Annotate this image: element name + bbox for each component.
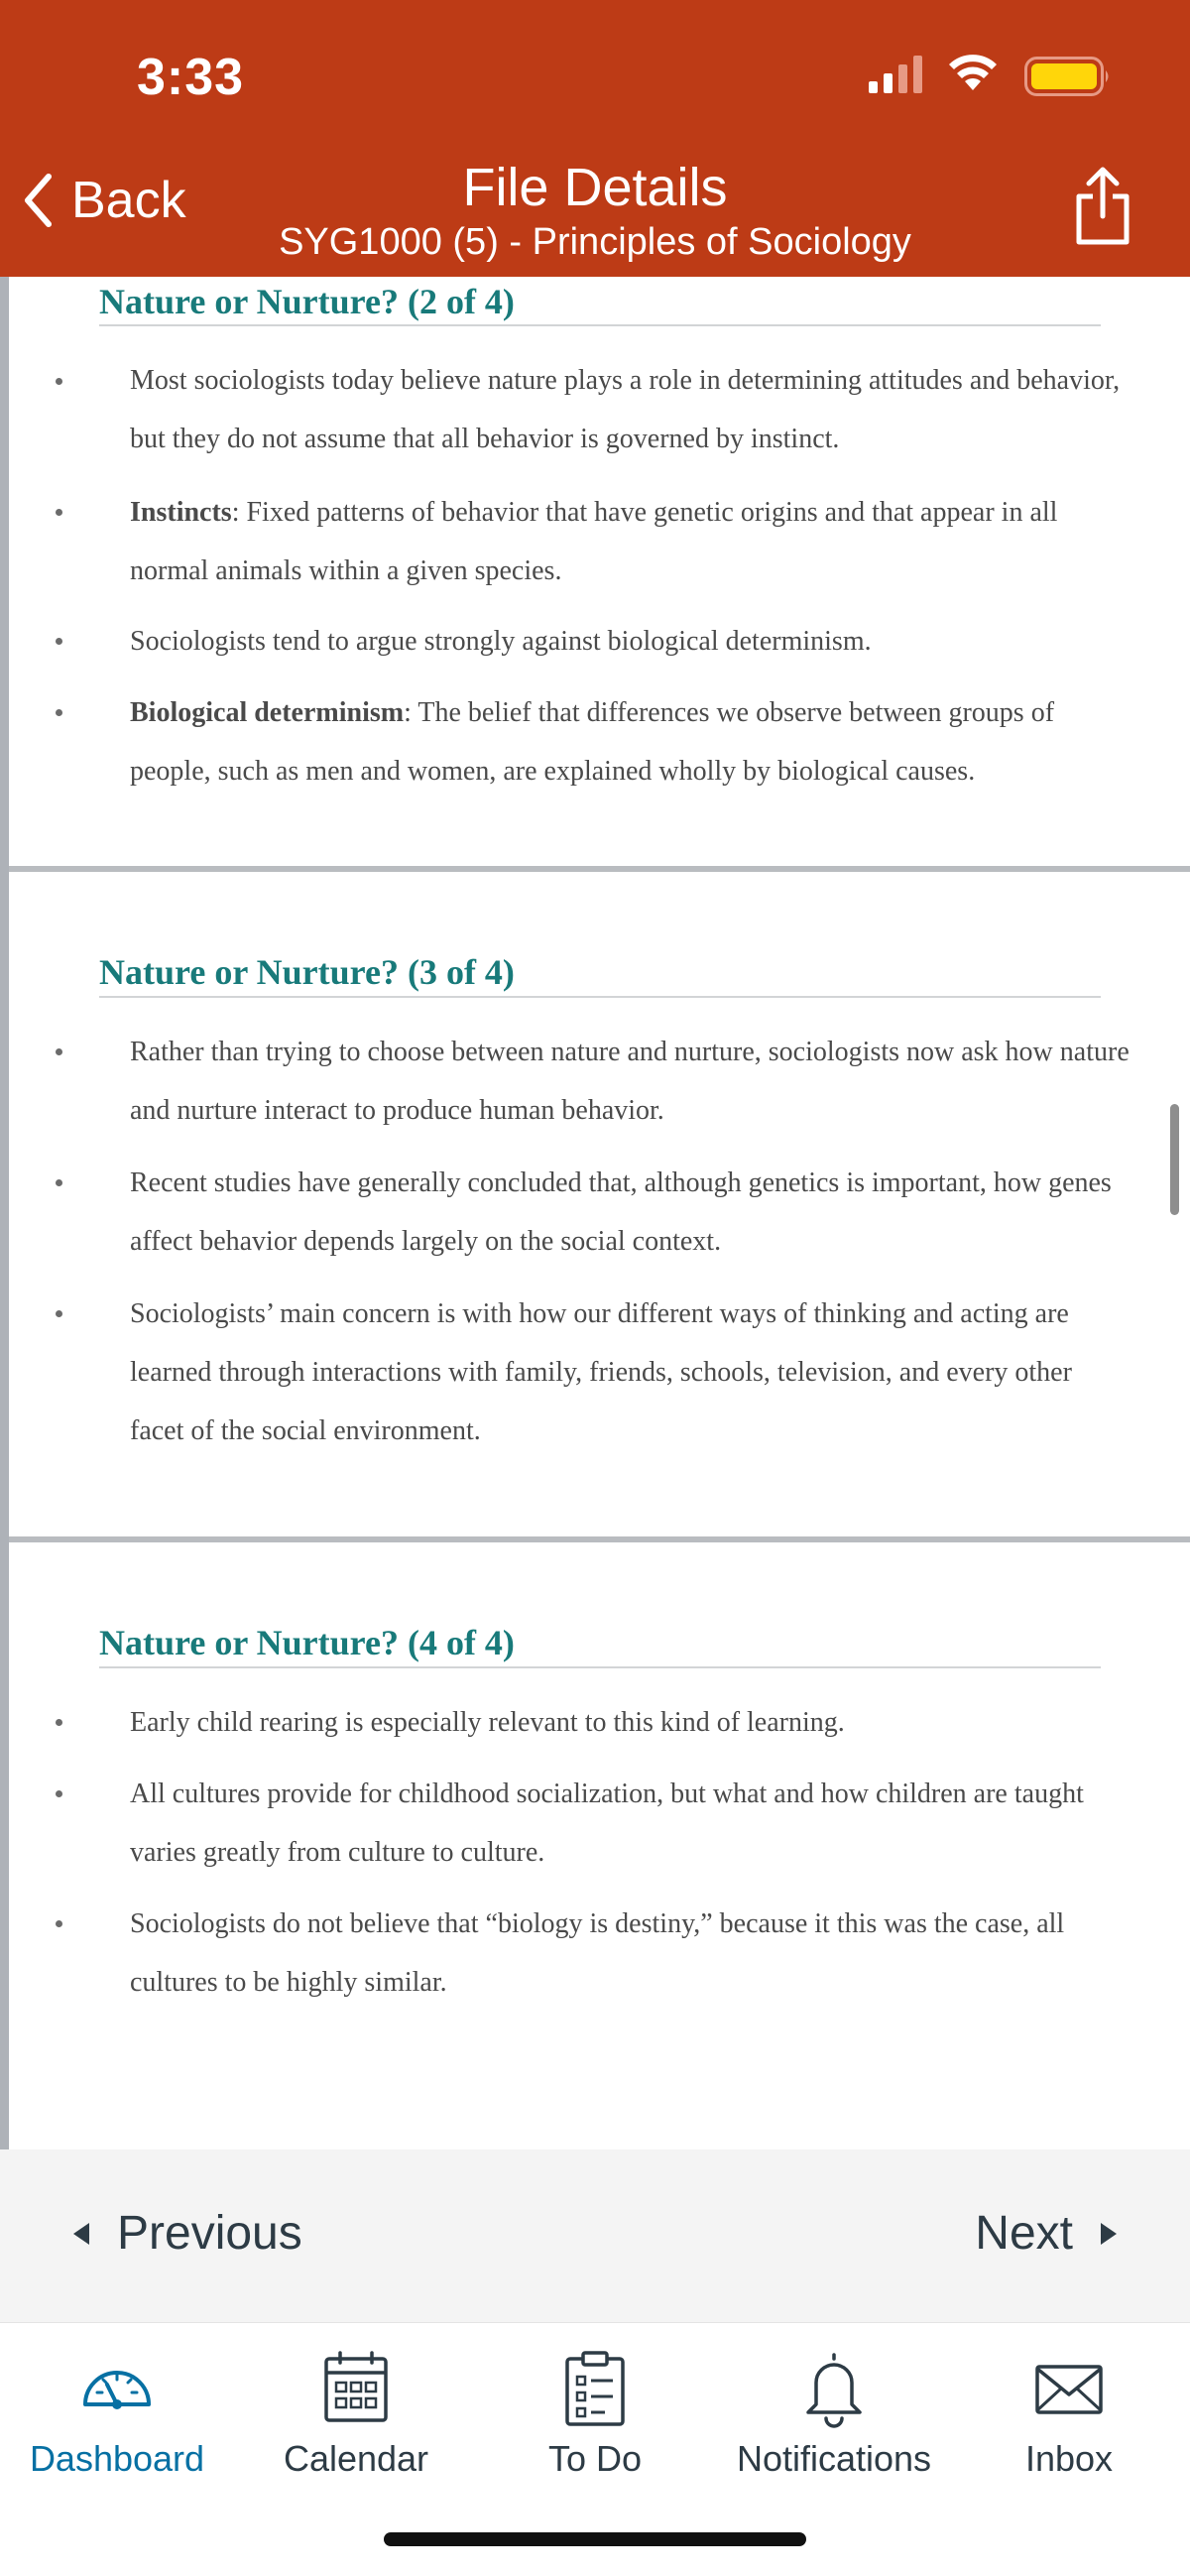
list-item: Biological determinism: The belief that differences we observe between groups of people, such as men and women, are explained wholly by biological causes. [130,697,1055,787]
bullet-icon [56,709,62,716]
bullet-icon [56,1048,62,1055]
page-title: File Details [462,158,728,217]
next-label: Next [975,2207,1073,2260]
list-item: Recent studies have generally concluded that, although genetics is important, how genes affect behavior depends largely on the social context. [130,1167,1112,1257]
bullet-icon [56,638,62,645]
bullet-icon [56,1719,62,1726]
tab-calendar[interactable] [247,2349,465,2480]
list-item: Instincts: Fixed patterns of behavior that have genetic origins and that appear in all normal animals within a given species. [130,497,1058,586]
caret-left-icon [73,2223,89,2245]
battery-icon [1024,57,1112,96]
page-edge [0,277,9,2149]
tab-label: To Do [547,2438,643,2479]
list-item: Sociologists tend to argue strongly against biological determinism. [130,626,872,657]
tab-label: Inbox [1024,2438,1114,2479]
list-item: Sociologists’ main concern is with how our different ways of thinking and acting are learned through interactions with family, friends, schools, television, and every other facet of the social environment. [130,1298,1072,1446]
bullet-icon [56,1790,62,1797]
slide-3 [9,872,1190,1536]
envelope-icon [1029,2349,1109,2428]
slide-title: Nature or Nurture? (4 of 4) [99,1623,515,1662]
previous-label: Previous [117,2207,302,2260]
bullet-icon [56,378,62,385]
list-item: Sociologists do not believe that “biology is destiny,” because it this was the case, all cultures to be highly similar. [130,1908,1065,1998]
bullet-icon [56,1179,62,1186]
term-label: Biological determinism [130,697,405,728]
bell-icon [794,2349,874,2428]
slide-2 [9,277,1190,867]
app-header [0,0,1190,277]
bullet-icon [56,509,62,516]
list-item: Rather than trying to choose between nature and nurture, sociologists now ask how nature and nurture interact to produce human behavior. [130,1037,1130,1126]
title-divider [99,1666,1101,1668]
pager-bar [0,2149,1190,2322]
tab-label: Dashboard [29,2438,205,2479]
back-label: Back [71,172,186,229]
todo-clipboard-icon [555,2349,635,2428]
slide-4 [9,1542,1190,2149]
course-subtitle: SYG1000 (5) - Principles of Sociology [279,221,911,263]
tab-todo[interactable] [486,2349,704,2480]
next-button[interactable] [975,2206,1117,2261]
calendar-icon [316,2349,396,2428]
tab-notifications[interactable] [725,2349,943,2480]
share-button[interactable] [1071,167,1134,251]
document-viewer[interactable] [0,277,1190,2149]
slide-title: Nature or Nurture? (3 of 4) [99,952,515,992]
list-item: Early child rearing is especially relevant to this kind of learning. [130,1707,845,1738]
title-divider [99,324,1101,326]
cellular-signal-icon [869,56,928,93]
list-item: All cultures provide for childhood socialization, but what and how children are taught varies greatly from culture to culture. [130,1779,1084,1868]
home-indicator[interactable] [384,2532,806,2546]
tab-label: Notifications [736,2438,932,2479]
tab-label: Calendar [283,2438,429,2479]
tab-dashboard[interactable] [8,2349,226,2480]
title-divider [99,996,1101,998]
term-label: Instincts [130,497,232,528]
previous-button[interactable] [73,2206,302,2261]
dashboard-gauge-icon [77,2349,157,2428]
list-item: Most sociologists today believe nature plays a role in determining attitudes and behavior, but they do not assume that all behavior is governed by instinct. [130,365,1121,454]
wifi-icon [947,55,999,92]
scrollbar-thumb[interactable] [1170,1104,1179,1215]
share-icon [1071,167,1134,246]
bullet-icon [56,1310,62,1317]
caret-right-icon [1101,2223,1117,2245]
bullet-icon [56,1920,62,1927]
tab-inbox[interactable] [960,2349,1178,2480]
slide-title: Nature or Nurture? (2 of 4) [99,282,515,321]
status-time: 3:33 [137,49,245,106]
